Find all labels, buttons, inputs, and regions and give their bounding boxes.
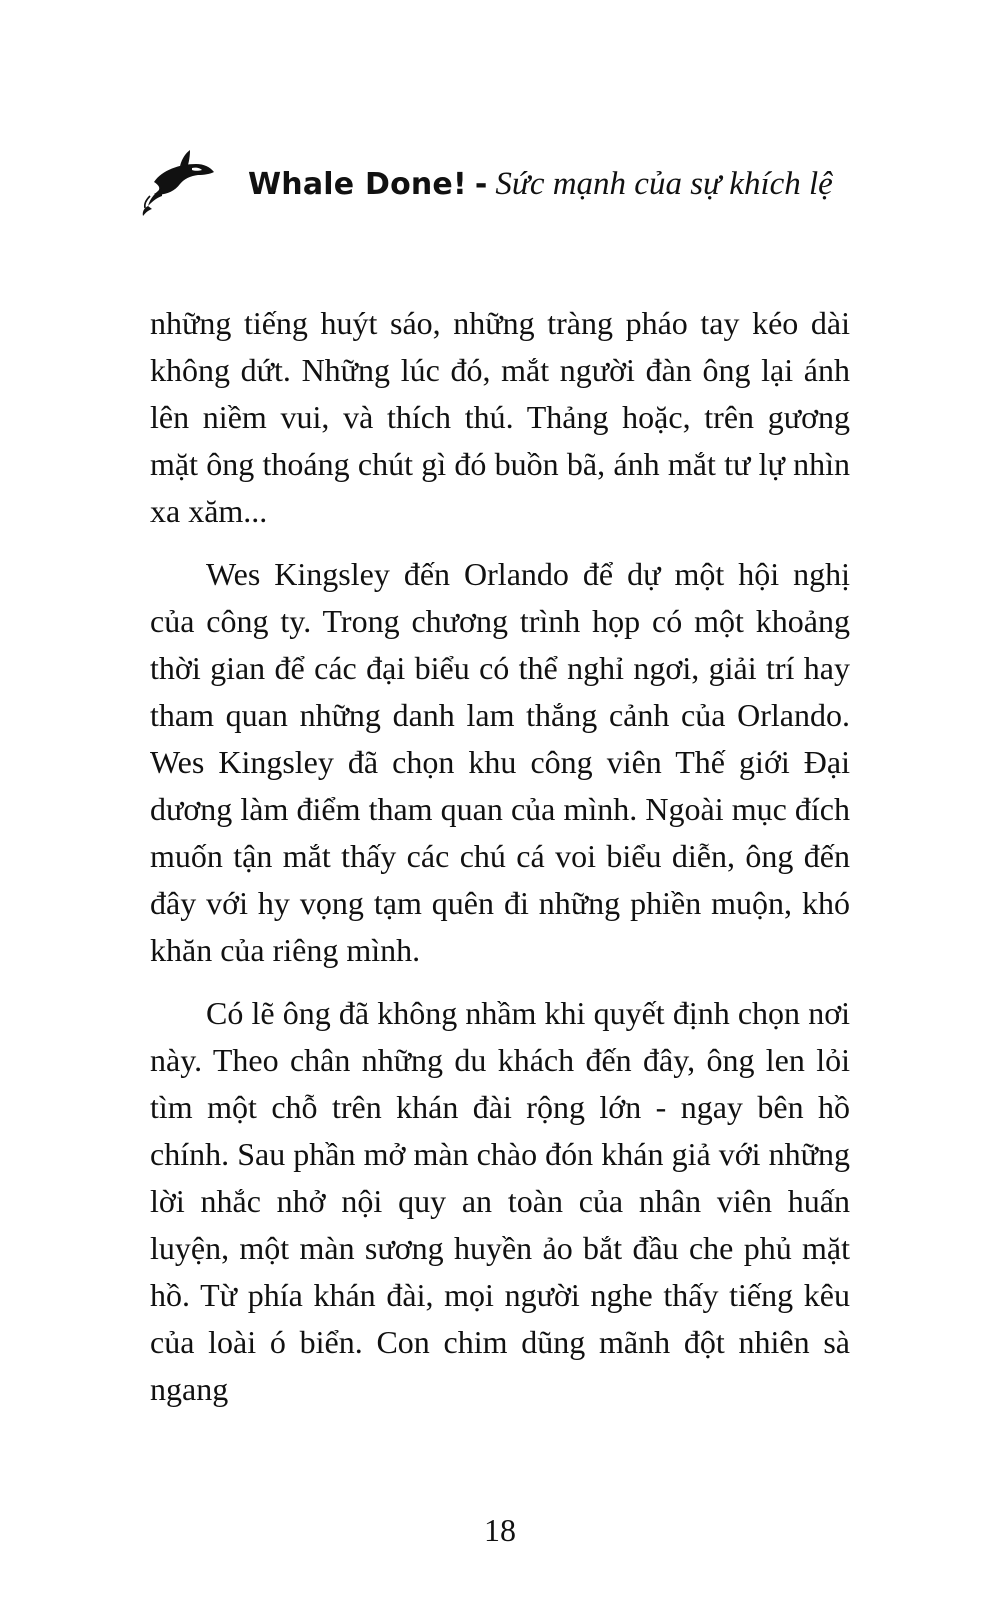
book-subtitle: Sức mạnh của sự khích lệ — [495, 166, 833, 202]
book-title: Whale Done! — [248, 167, 467, 202]
paragraph-1: những tiếng huýt sáo, những tràng pháo tay kéo dài không dứt. Những lúc đó, mắt người đàn ông lại ánh lên niềm vui, và thích thú. Thảng hoặc, trên gương mặt ông thoáng chút gì đó buồn bã, ánh mắt tư lự nhìn xa xăm... — [150, 305, 850, 529]
running-header — [140, 140, 900, 220]
paragraph-2: Wes Kingsley đến Orlando để dự một hội nghị của công ty. Trong chương trình họp có một khoảng thời gian để các đại biểu có thể nghỉ ngơi, giải trí hay tham quan những danh lam thắng cảnh của Orlando. Wes Kingsley đã chọn khu công viên Thế giới Đại dương làm điểm tham quan của mình. Ngoài mục đích muốn tận mắt thấy các chú cá voi biểu diễn, ông đến đây với hy vọng tạm quên đi những phiền muộn, khó khăn của riêng mình. — [150, 556, 850, 968]
header-title — [248, 166, 833, 203]
page-number: 18 — [484, 1512, 516, 1548]
header-separator: - — [474, 167, 488, 202]
orca-whale-icon — [140, 148, 220, 218]
page-body — [150, 300, 850, 1429]
paragraph-3: Có lẽ ông đã không nhầm khi quyết định chọn nơi này. Theo chân những du khách đến đây, ông len lỏi tìm một chỗ trên khán đài rộng lớn - ngay bên hồ chính. Sau phần mở màn chào đón khán giả với những lời nhắc nhở nội quy an toàn của nhân viên huấn luyện, một màn sương huyền ảo bắt đầu che phủ mặt hồ. Từ phía khán đài, mọi người nghe thấy tiếng kêu của loài ó biển. Con chim dũng mãnh đột nhiên sà ngang — [150, 995, 850, 1407]
